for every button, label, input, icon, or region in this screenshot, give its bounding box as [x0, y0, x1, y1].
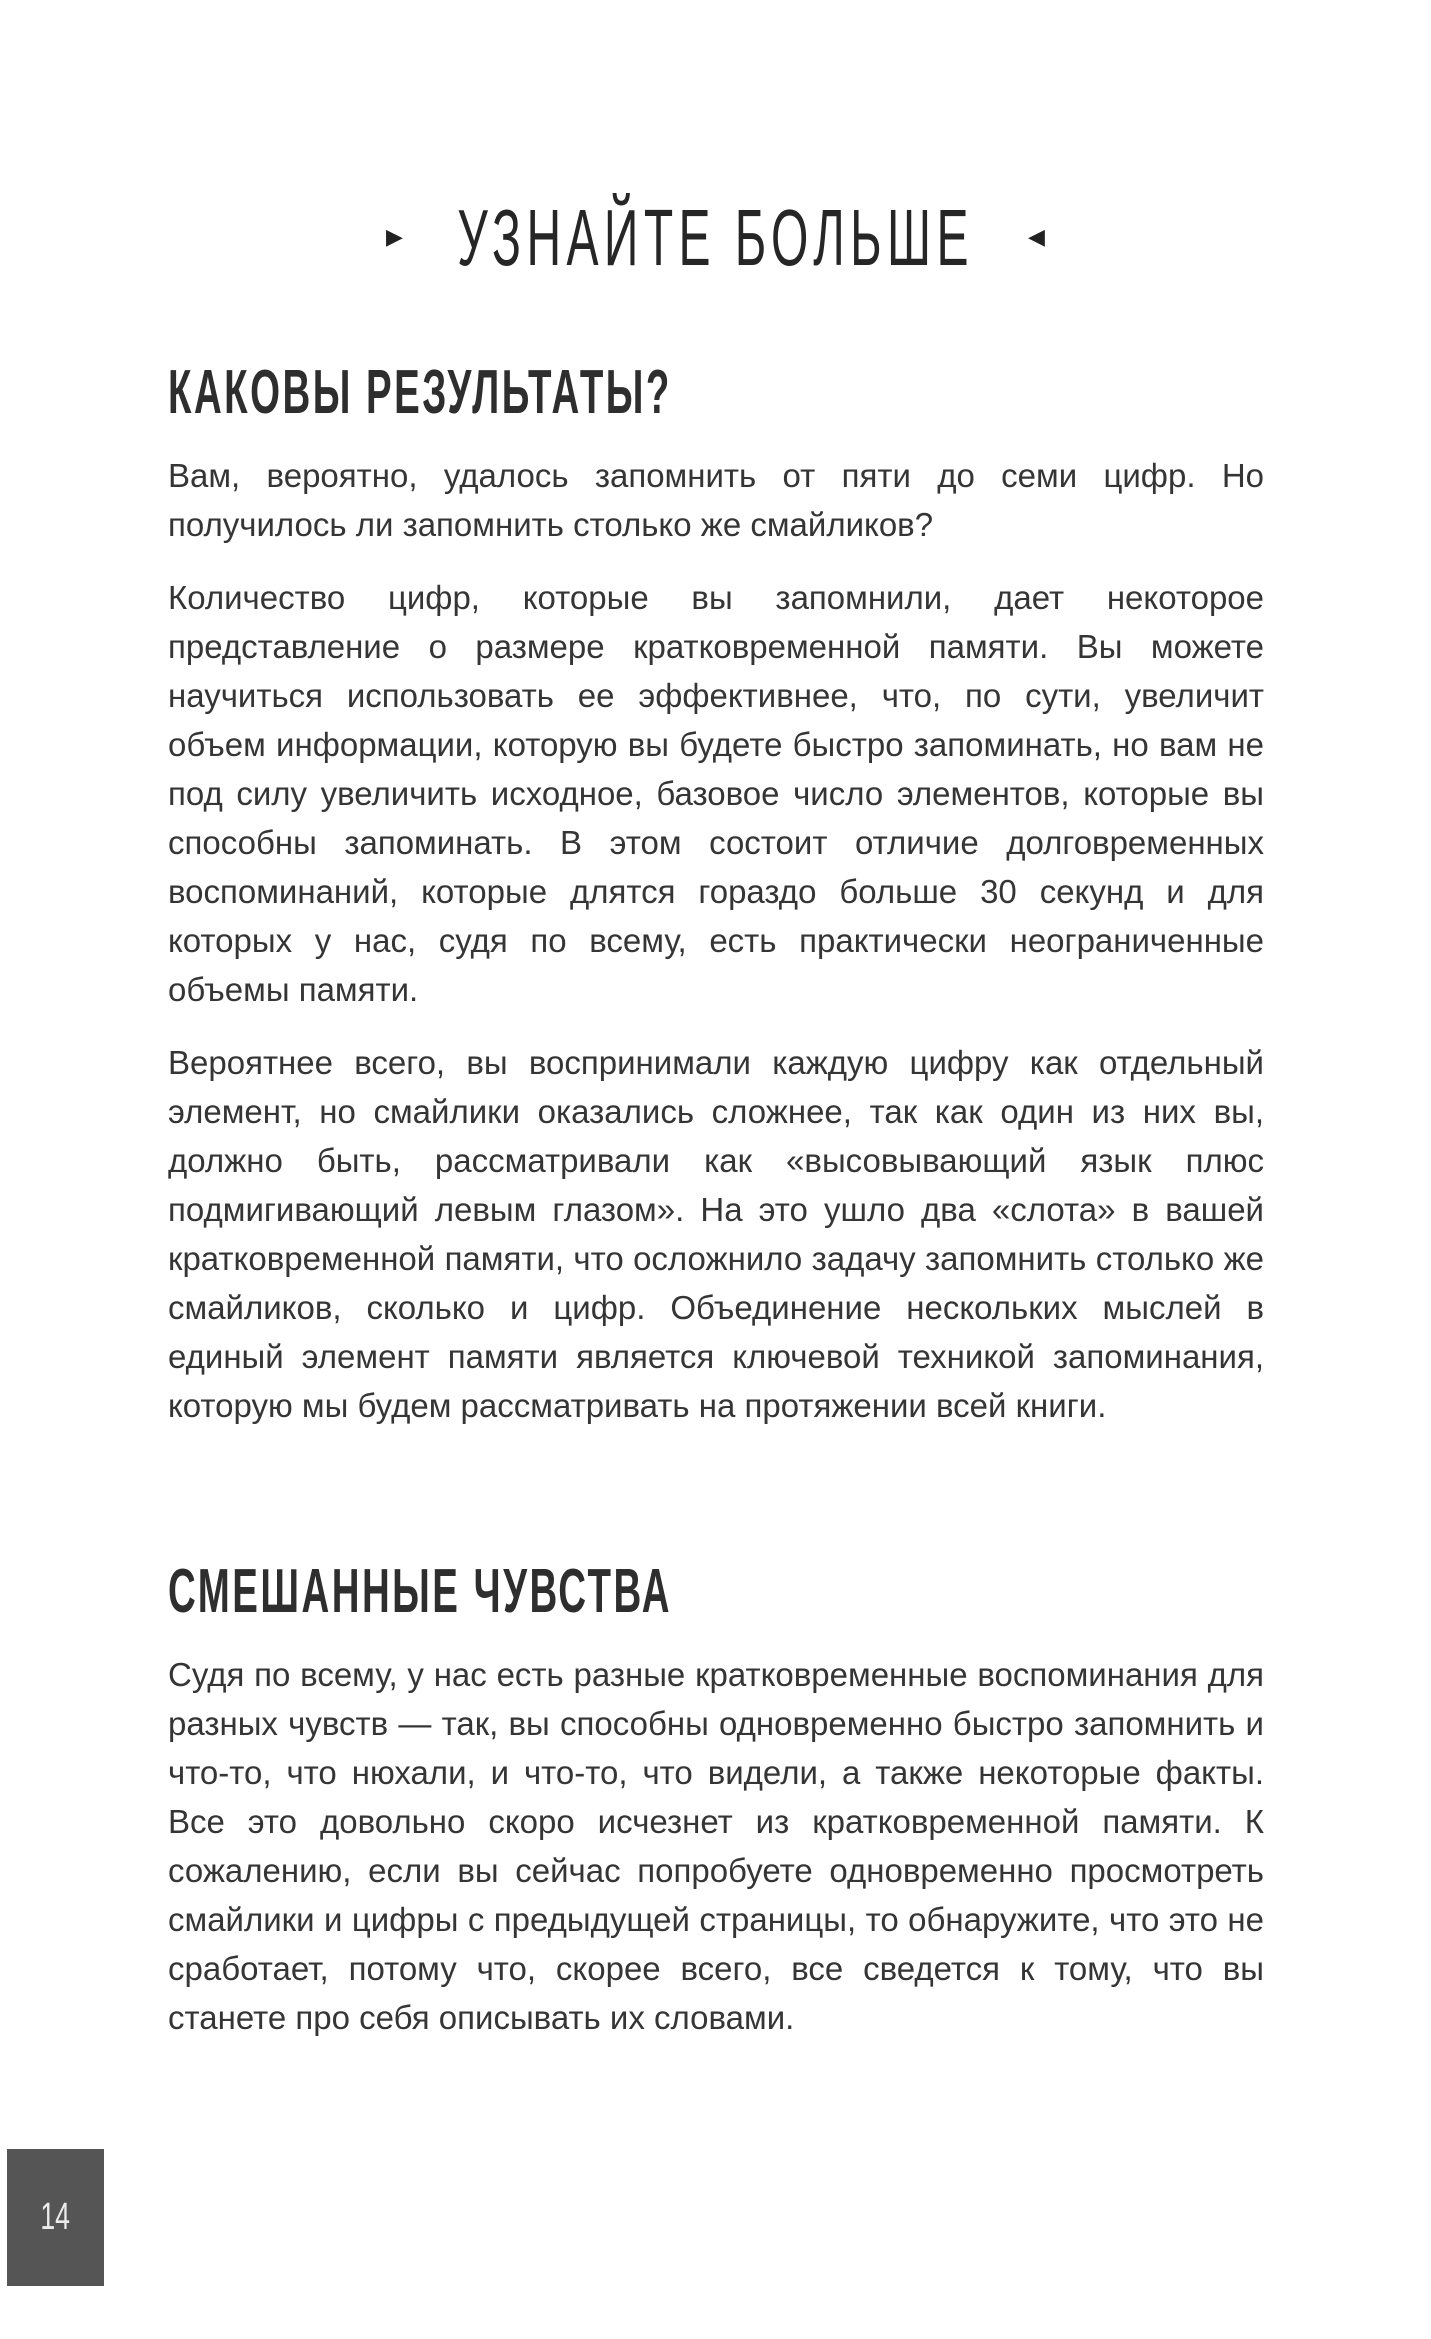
page-number: 14: [40, 2196, 71, 2238]
paragraph: Вероятнее всего, вы воспринимали каждую цифру как отдельный элемент, но смайлики оказались сложнее, так как один из них вы, должно быть, рассматривали как «высовывающий язык плюс подмигивающий левым глазом». На это ушло два «слота» в вашей кратковременной памяти, что осложнило задачу запомнить столько же смайликов, сколько и цифр. Объединение нескольких мыслей в единый элемент памяти является ключевой техникой запоминания, которую мы будем рассматривать на протяжении всей книги.: [168, 1044, 1264, 1424]
page-number-tab: [7, 2149, 104, 2286]
paragraph: Судя по всему, у нас есть разные кратковременные воспоминания для разных чувств — так, вы способны одновременно быстро запомнить и что-то, что нюхали, и что-то, что видели, а также некоторые факты. Все это довольно скоро исчезнет из кратковременной памяти. К сожалению, если вы сейчас попробуете одновременно просмотреть смайлики и цифры с предыдущей страницы, то обнаружите, что это не сработает, потому что, скорее всего, все сведется к тому, что вы станете про себя описывать их словами.: [168, 1656, 1264, 2036]
paragraph: Количество цифр, которые вы запомнили, дает некоторое представление о размере кратковременной памяти. Вы можете научиться использовать ее эффективнее, что, по сути, увеличит объем информации, которую вы будете быстро запоминать, но вам не под силу увеличить исходное, базовое число элементов, которые вы способны запоминать. В этом состоит отличие долговременных воспоминаний, которые длятся гораздо больше 30 секунд и для которых у нас, судя по всему, есть практически неограниченные объемы памяти.: [168, 579, 1264, 1008]
section-heading-mixed-senses: СМЕШАННЫЕ ЧУВСТВА: [168, 1557, 673, 1626]
page-title: [0, 188, 1431, 288]
page-title-text: УЗНАЙТЕ БОЛЬШЕ: [457, 193, 974, 282]
left-triangle-icon: ◀: [1028, 225, 1045, 250]
right-triangle-icon: ▶: [386, 225, 403, 250]
section-heading-results: КАКОВЫ РЕЗУЛЬТАТЫ?: [168, 358, 672, 427]
paragraph: Вам, вероятно, удалось запомнить от пяти до семи цифр. Но получилось ли запомнить столько же смайликов?: [168, 457, 1264, 543]
